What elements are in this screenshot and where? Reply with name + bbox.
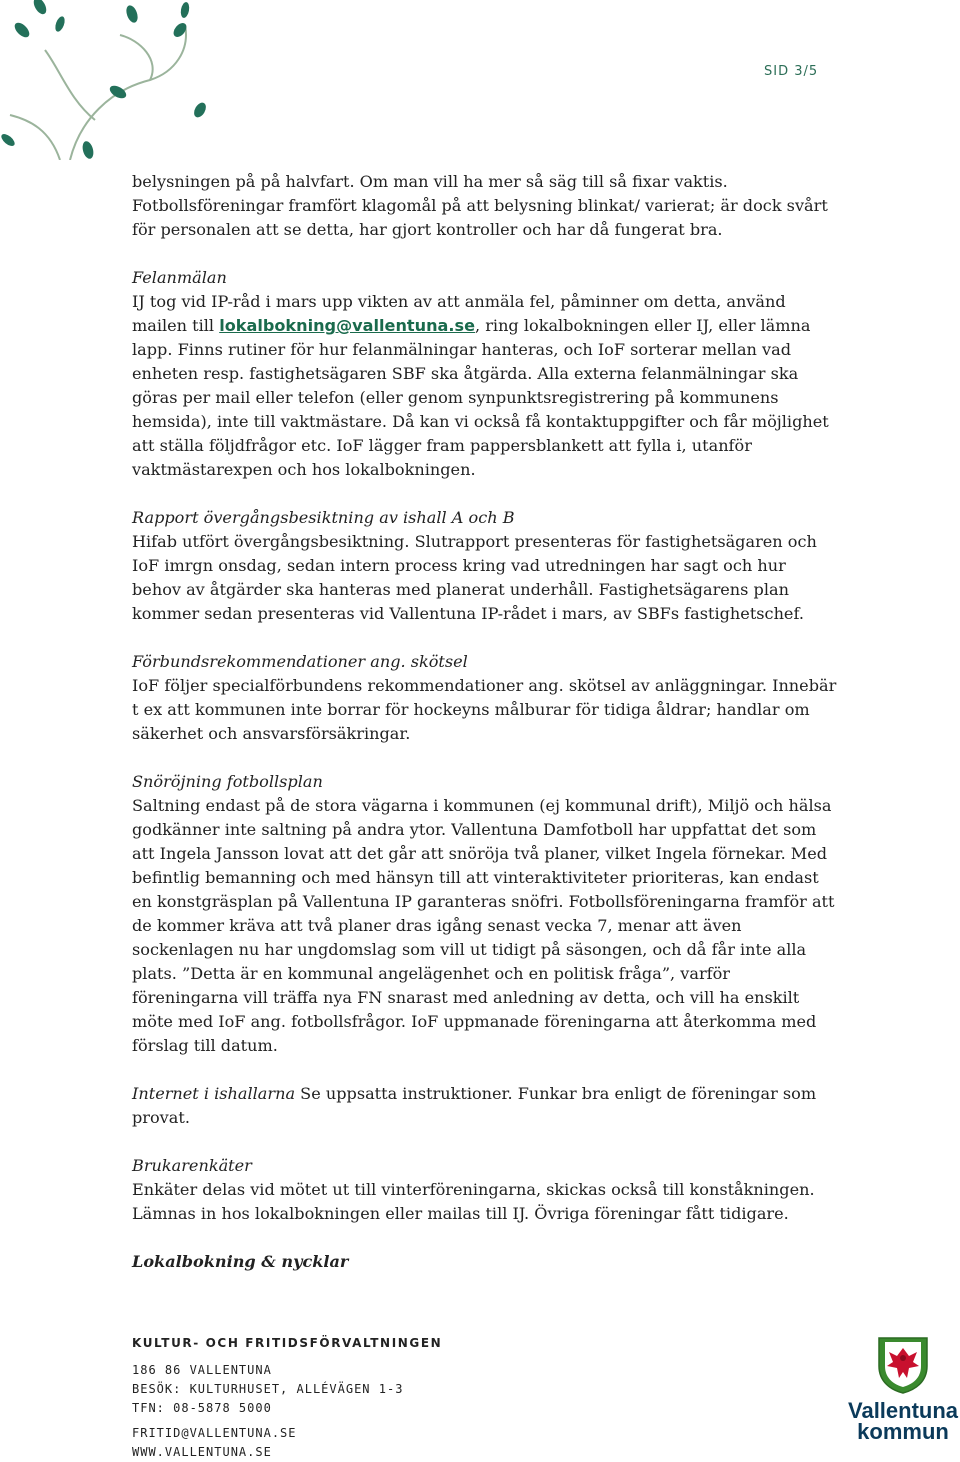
footer-phone: TFN: 08-5878 5000 <box>132 1401 272 1415</box>
paragraph: IoF följer specialförbundens rekommendationer ang. skötsel av anläggningar. Innebär t ex att kommunen inte borrar för hockeyns målburar för tidiga åldrar; handlar om säkerhet och ansvarsförsäkringar. <box>132 676 837 743</box>
section-heading: Förbundsrekommendationer ang. skötsel <box>132 652 468 671</box>
coat-of-arms-icon <box>875 1336 931 1394</box>
paragraph: Hifab utfört övergångsbesiktning. Slutrapport presenteras för fastighetsägaren och IoF imrgn onsdag, sedan intern process kring vad utredningen har sagt och hur behov av åtgärder ska hanteras med planerat underhåll. Fastighetsägarens plan kommer sedan presenteras vid Vallentuna IP-rådet i mars, av SBFs fastighetschef. <box>132 532 817 623</box>
municipality-logo <box>848 1336 958 1442</box>
page-number: SID 3/5 <box>764 64 819 79</box>
plant-decoration <box>0 0 260 160</box>
paragraph: Fotbollsföreningar framfört klagomål på att belysning blinkat/ varierat; är dock svårt för personalen att se detta, har gjort kontroller och har då fungerat bra. <box>132 196 828 239</box>
inline-heading: Internet i ishallarna <box>132 1084 296 1103</box>
paragraph <box>132 1082 837 1130</box>
logo-line: Vallentuna <box>848 1398 959 1423</box>
section-heading: Felanmälan <box>132 268 227 287</box>
email-link[interactable]: lokalbokning@vallentuna.se <box>219 316 475 335</box>
footer-postal: 186 86 VALLENTUNA <box>132 1363 272 1377</box>
footer-visit: BESÖK: KULTURHUSET, ALLÉVÄGEN 1-3 <box>132 1382 404 1396</box>
document-body <box>132 170 837 1274</box>
logo-line: kommun <box>857 1419 949 1444</box>
paragraph: Enkäter delas vid mötet ut till vinterföreningarna, skickas också till konståkningen. Lämnas in hos lokalbokningen eller mailas till IJ. Övriga föreningar fått tidigare. <box>132 1180 815 1223</box>
text-span: Se uppsatta instruktioner. Funkar bra enligt de föreningar som provat. <box>132 1084 817 1127</box>
paragraph <box>132 290 837 482</box>
paragraph: Saltning endast på de stora vägarna i kommunen (ej kommunal drift), Miljö och hälsa godkänner inte saltning på andra ytor. Vallentuna Damfotboll har uppfattat det som att Ingela Jansson lovat att det går att snöröja två planer, vilket Ingela förnekar. Med befintlig bemanning och med hänsyn till att vinteraktiviteter prioriteras, kan endast en konstgräsplan på Vallentuna IP garanteras snöfri. Fotbollsföreningarna framför att de kommer kräva att två planer dras igång senast vecka 7, menar att även sockenlagen nu har ungdomslag som vill ut tidigt på säsongen, och då får inte alla plats. ”Detta är en kommunal angelägenhet och en politisk fråga”, varför föreningarna vill träffa nya FN snarast med anledning av detta, och vill ha enskilt möte med IoF ang. fotbollsfrågor. IoF uppmanade föreningarna att återkomma med förslag till datum. <box>132 796 835 1055</box>
section-heading: Lokalbokning & nycklar <box>132 1252 349 1271</box>
text-span: IJ tog vid IP-råd i mars upp vikten av att anmäla fel, påminner om detta, använd mailen till <box>132 292 786 335</box>
logo-text <box>848 1400 958 1442</box>
footer-web[interactable]: WWW.VALLENTUNA.SE <box>132 1445 272 1459</box>
footer <box>132 1334 442 1462</box>
footer-email[interactable]: FRITID@VALLENTUNA.SE <box>132 1426 297 1440</box>
leaf-icon <box>0 0 208 160</box>
section-heading: Snöröjning fotbollsplan <box>132 772 323 791</box>
footer-org: KULTUR- OCH FRITIDSFÖRVALTNINGEN <box>132 1336 443 1350</box>
section-heading: Brukarenkäter <box>132 1156 252 1175</box>
section-heading: Rapport övergångsbesiktning av ishall A och B <box>132 508 515 527</box>
paragraph: belysningen på på halvfart. Om man vill ha mer så säg till så fixar vaktis. <box>132 172 728 191</box>
text-span: , ring lokalbokningen eller IJ, eller lämna lapp. Finns rutiner för hur felanmälningar hanteras, och IoF sorterar mellan vad enheten resp. fastighetsägaren SBF ska åtgärda. Alla externa felanmälningar ska göras per mail eller telefon (eller genom synpunktsregistrering på kommunens hemsida), inte till vaktmästare. Då kan vi också få kontaktuppgifter och får möjlighet att ställa följdfrågor etc. IoF lägger fram pappersblankett att fylla i, utanför vaktmästarexpen och hos lokalbokningen. <box>132 316 829 479</box>
